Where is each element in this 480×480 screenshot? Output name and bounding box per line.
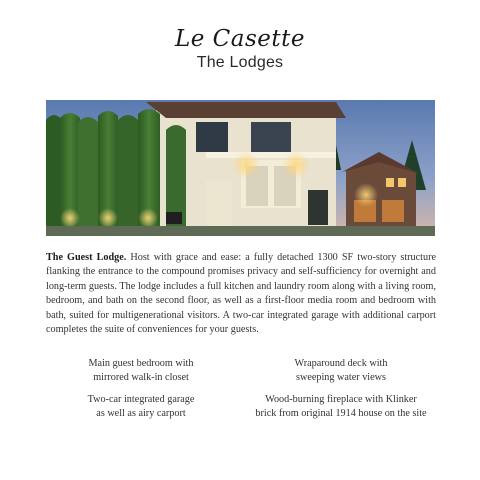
feature-line: Wraparound deck with — [294, 358, 388, 369]
feature-line: brick from original 1914 house on the site — [255, 408, 427, 420]
feature-item — [46, 357, 236, 386]
page-header — [0, 26, 480, 72]
description-text: Host with grace and ease: a fully detached 1300 SF two-story structure flanking the entrance to the compound promises privacy and self-sufficiency for overnight and long-term guests. The lodge includes a full kitchen and laundry room along with a living room, bedroom, and bath on the second floor, as well as a first-floor media room and bedroom with bath, suited for multigenerational visitors. A two-car integrated garage with additional carport completes the suite of conveniences for your guests. — [46, 252, 436, 336]
description-lead: The Guest Lodge. — [46, 252, 127, 263]
guest-lodge-description — [46, 251, 436, 337]
feature-line: sweeping water views — [296, 372, 386, 384]
page-subtitle: The Lodges — [196, 54, 284, 71]
feature-item — [246, 393, 436, 422]
feature-line: mirrored walk-in closet — [93, 372, 189, 384]
feature-line: Main guest bedroom with — [88, 358, 194, 369]
feature-line: as well as airy carport — [96, 408, 186, 420]
feature-line: Wood-burning fireplace with Klinker — [265, 394, 417, 405]
house-photo — [46, 100, 435, 236]
feature-line: Two-car integrated garage — [87, 394, 195, 405]
brand-title: Le Casette — [174, 26, 306, 52]
feature-item — [46, 393, 236, 422]
feature-item — [246, 357, 436, 386]
